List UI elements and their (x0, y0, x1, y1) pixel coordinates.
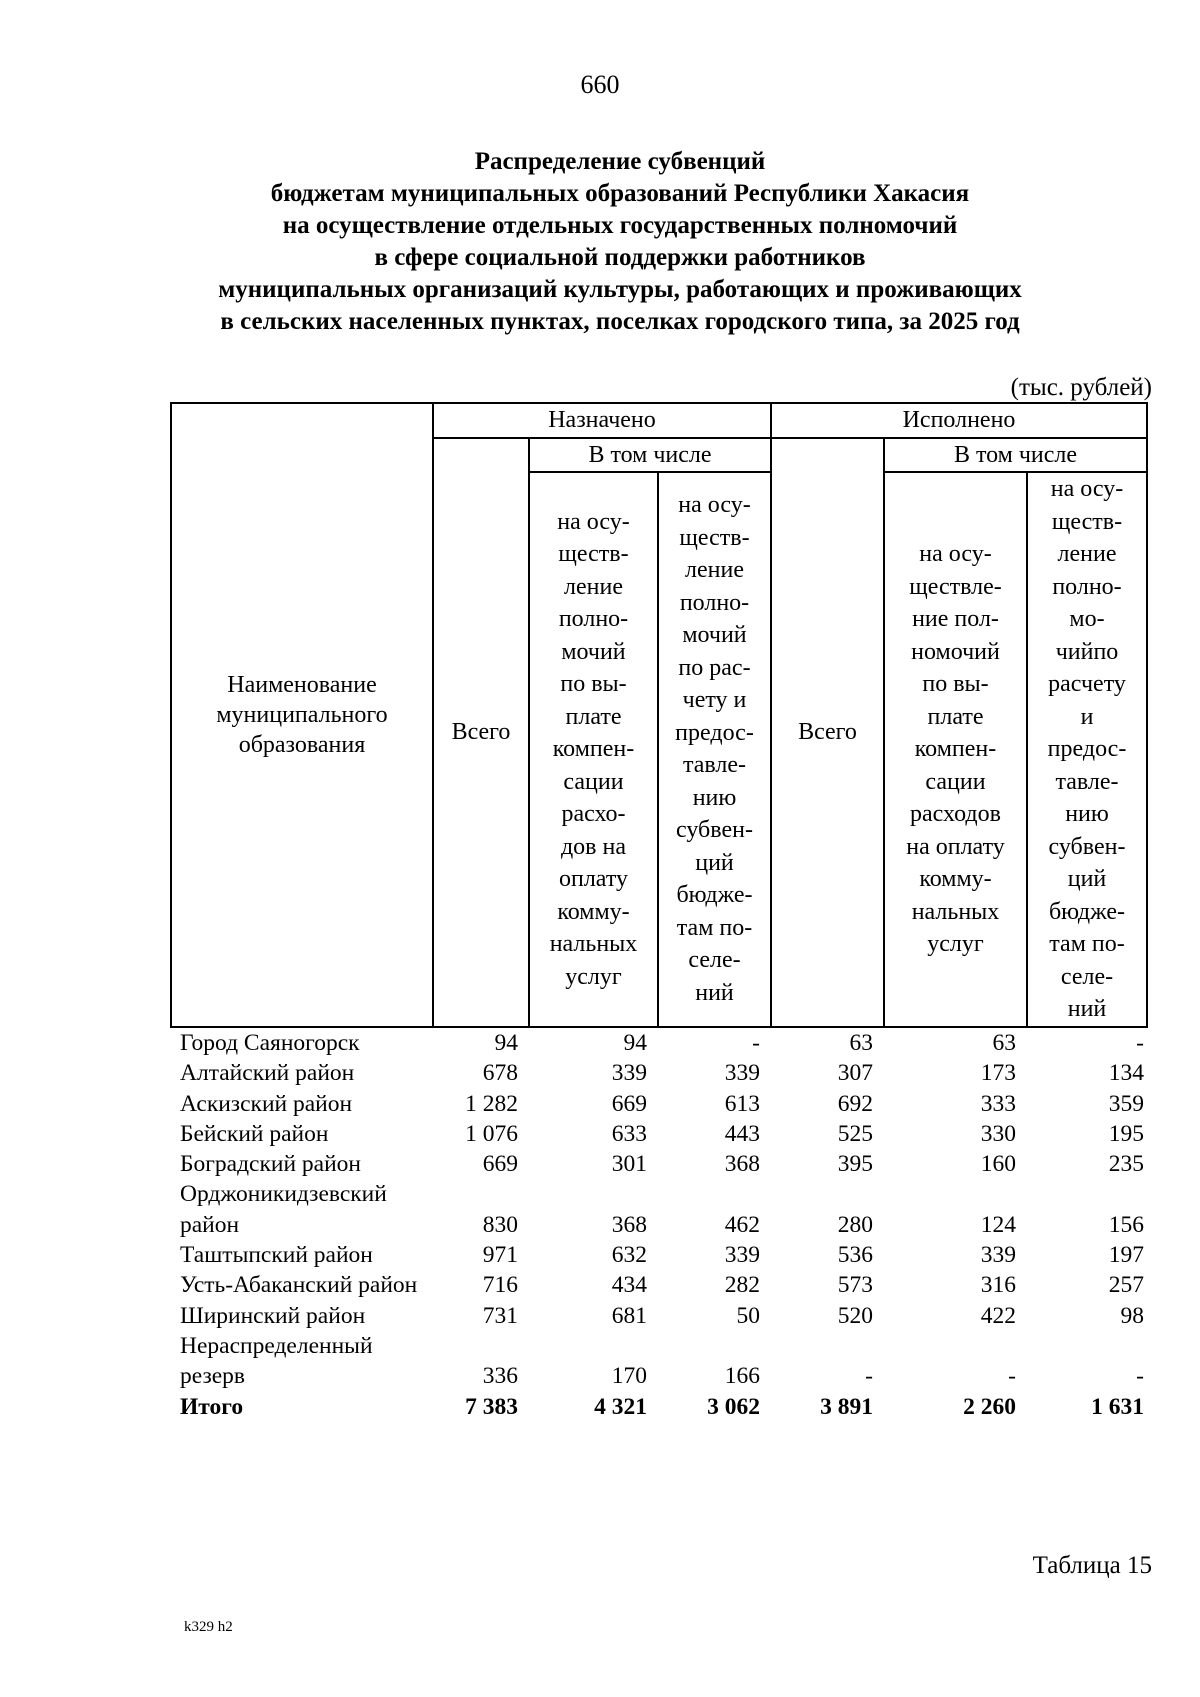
header-executed-total: Всего (771, 438, 884, 1027)
table-row (170, 1119, 1146, 1149)
cell-executed-total: 573 (837, 1272, 873, 1299)
cell-executed-calc: 197 (1108, 1242, 1144, 1269)
cell-assigned-calc: 3 062 (707, 1393, 760, 1420)
document-title (150, 146, 1090, 338)
table-header (170, 402, 1148, 1028)
table-row (170, 1058, 1146, 1088)
cell-assigned-total: 1 282 (465, 1090, 518, 1117)
cell-executed-utilities: 339 (980, 1242, 1016, 1269)
table-body (170, 1028, 1146, 1422)
header-executed: Исполнено (771, 403, 1147, 438)
row-name: Бейский район (180, 1120, 329, 1147)
row-name: Город Саяногорск (180, 1030, 360, 1056)
cell-assigned-calc: 613 (724, 1090, 760, 1117)
cell-assigned-utilities: 339 (611, 1060, 647, 1087)
table-row (170, 1301, 1146, 1331)
cell-assigned-utilities: 434 (611, 1272, 647, 1299)
cell-executed-total: 395 (837, 1151, 873, 1178)
cell-executed-total: 536 (837, 1242, 873, 1269)
cell-assigned-calc: 339 (724, 1060, 760, 1087)
cell-executed-total: 280 (837, 1211, 873, 1238)
cell-executed-calc: - (1136, 1030, 1144, 1056)
row-name: Боградский район (180, 1151, 361, 1178)
header-assigned-calc: на осу- ществ- ление полно- мочий по рас- чету и предос- тавле- нию субвен- ций бюдже- там по- селе- ний (658, 472, 771, 1027)
cell-executed-utilities: 173 (980, 1060, 1016, 1087)
cell-executed-utilities: 422 (980, 1302, 1016, 1329)
cell-executed-calc: 156 (1108, 1211, 1144, 1238)
cell-executed-calc: 195 (1108, 1120, 1144, 1147)
cell-assigned-calc: 339 (724, 1242, 760, 1269)
cell-assigned-utilities: 368 (611, 1211, 647, 1238)
cell-assigned-calc: - (752, 1030, 760, 1056)
cell-assigned-utilities: 170 (611, 1363, 647, 1390)
cell-executed-total: 3 891 (820, 1393, 873, 1420)
cell-executed-utilities: 330 (980, 1120, 1016, 1147)
cell-executed-total: 692 (837, 1090, 873, 1117)
row-name: Итого (180, 1393, 244, 1420)
table-row (170, 1179, 1146, 1240)
unit-label: (тыс. рублей) (1010, 374, 1152, 401)
cell-executed-calc: 235 (1108, 1151, 1144, 1178)
cell-executed-utilities: 316 (980, 1272, 1016, 1299)
cell-assigned-utilities: 632 (611, 1242, 647, 1269)
table-row (170, 1331, 1146, 1392)
cell-executed-calc: - (1136, 1363, 1144, 1390)
page-number: 660 (580, 70, 620, 99)
cell-assigned-calc: 50 (736, 1302, 760, 1329)
cell-executed-utilities: 333 (980, 1090, 1016, 1117)
table-row (170, 1089, 1146, 1119)
row-name: Алтайский район (180, 1060, 355, 1087)
cell-assigned-total: 7 383 (465, 1393, 518, 1420)
cell-executed-utilities: 160 (980, 1151, 1016, 1178)
cell-assigned-utilities: 4 321 (594, 1393, 647, 1420)
title-line: муниципальных организаций культуры, работающих и проживающих (218, 276, 1022, 303)
header-executed-utilities: на осу- ществле- ние пол- номочий по вы- плате компен- сации расходов на оплату комму- нальных услуг (884, 472, 1027, 1027)
header-name-column: Наименование муниципального образования (171, 403, 433, 1027)
cell-assigned-total: 669 (482, 1151, 518, 1178)
row-name: Орджоникидзевский район (180, 1181, 387, 1238)
header-executed-calc: на осу- ществ- ление полно- мо- чийпо расчету и предос- тавле- нию субвен- ций бюдже- там по- селе- ний (1027, 472, 1147, 1027)
cell-executed-calc: 359 (1108, 1090, 1144, 1117)
cell-assigned-calc: 462 (724, 1211, 760, 1238)
cell-assigned-calc: 443 (724, 1120, 760, 1147)
cell-assigned-utilities: 669 (611, 1090, 647, 1117)
cell-assigned-utilities: 301 (611, 1151, 647, 1178)
cell-executed-calc: 134 (1108, 1060, 1144, 1087)
title-line: на осуществление отдельных государственных полномочий (282, 212, 958, 239)
title-line: в сельских населенных пунктах, поселках городского типа, за 2025 год (220, 308, 1020, 335)
cell-assigned-total: 731 (482, 1302, 518, 1329)
cell-executed-utilities: 63 (992, 1030, 1016, 1056)
table-row (170, 1149, 1146, 1179)
cell-assigned-calc: 282 (724, 1272, 760, 1299)
cell-executed-utilities: 124 (980, 1211, 1016, 1238)
cell-assigned-utilities: 681 (611, 1302, 647, 1329)
cell-executed-total: 520 (837, 1302, 873, 1329)
cell-assigned-total: 1 076 (465, 1120, 518, 1147)
cell-assigned-total: 336 (482, 1363, 518, 1390)
row-name: Таштыпский район (180, 1242, 373, 1269)
title-line: в сфере социальной поддержки работников (374, 244, 866, 271)
cell-executed-total: 307 (837, 1060, 873, 1087)
cell-assigned-calc: 166 (724, 1363, 760, 1390)
cell-assigned-total: 716 (482, 1272, 518, 1299)
table-header-block (170, 402, 1146, 1028)
cell-executed-calc: 257 (1108, 1272, 1144, 1299)
cell-executed-utilities: - (1008, 1363, 1016, 1390)
cell-assigned-total: 830 (482, 1211, 518, 1238)
header-assigned: Назначено (433, 403, 771, 438)
header-assigned-including: В том числе (529, 438, 771, 473)
title-line: бюджетам муниципальных образований Республики Хакасия (270, 180, 970, 207)
row-name: Аскизский район (180, 1090, 353, 1117)
table-caption: Таблица 15 (1032, 1552, 1152, 1579)
cell-assigned-total: 94 (494, 1030, 518, 1056)
row-name: Нераспределенный резерв (180, 1332, 373, 1390)
row-name: Усть-Абаканский район (180, 1272, 418, 1299)
cell-executed-total: 63 (849, 1030, 873, 1056)
cell-executed-total: - (865, 1363, 873, 1390)
cell-executed-calc: 98 (1120, 1302, 1144, 1329)
table-row (170, 1240, 1146, 1270)
cell-executed-utilities: 2 260 (963, 1393, 1016, 1420)
cell-assigned-calc: 368 (724, 1151, 760, 1178)
table-total-row (170, 1392, 1146, 1422)
footer-code: k329 h2 (184, 1619, 233, 1635)
table-row (170, 1028, 1146, 1058)
header-assigned-total: Всего (433, 438, 529, 1027)
cell-assigned-utilities: 94 (623, 1030, 647, 1056)
header-executed-including: В том числе (884, 438, 1147, 473)
cell-executed-calc: 1 631 (1091, 1393, 1144, 1420)
table-row (170, 1270, 1146, 1300)
header-assigned-utilities: на осу- ществ- ление полно- мочий по вы- плате компен- сации расхо- дов на оплату комму- нальных услуг (529, 472, 658, 1027)
cell-executed-total: 525 (837, 1120, 873, 1147)
title-line: Распределение субвенций (474, 148, 766, 175)
cell-assigned-total: 971 (482, 1242, 518, 1269)
row-name: Ширинский район (180, 1302, 366, 1329)
cell-assigned-utilities: 633 (611, 1120, 647, 1147)
cell-assigned-total: 678 (482, 1060, 518, 1087)
